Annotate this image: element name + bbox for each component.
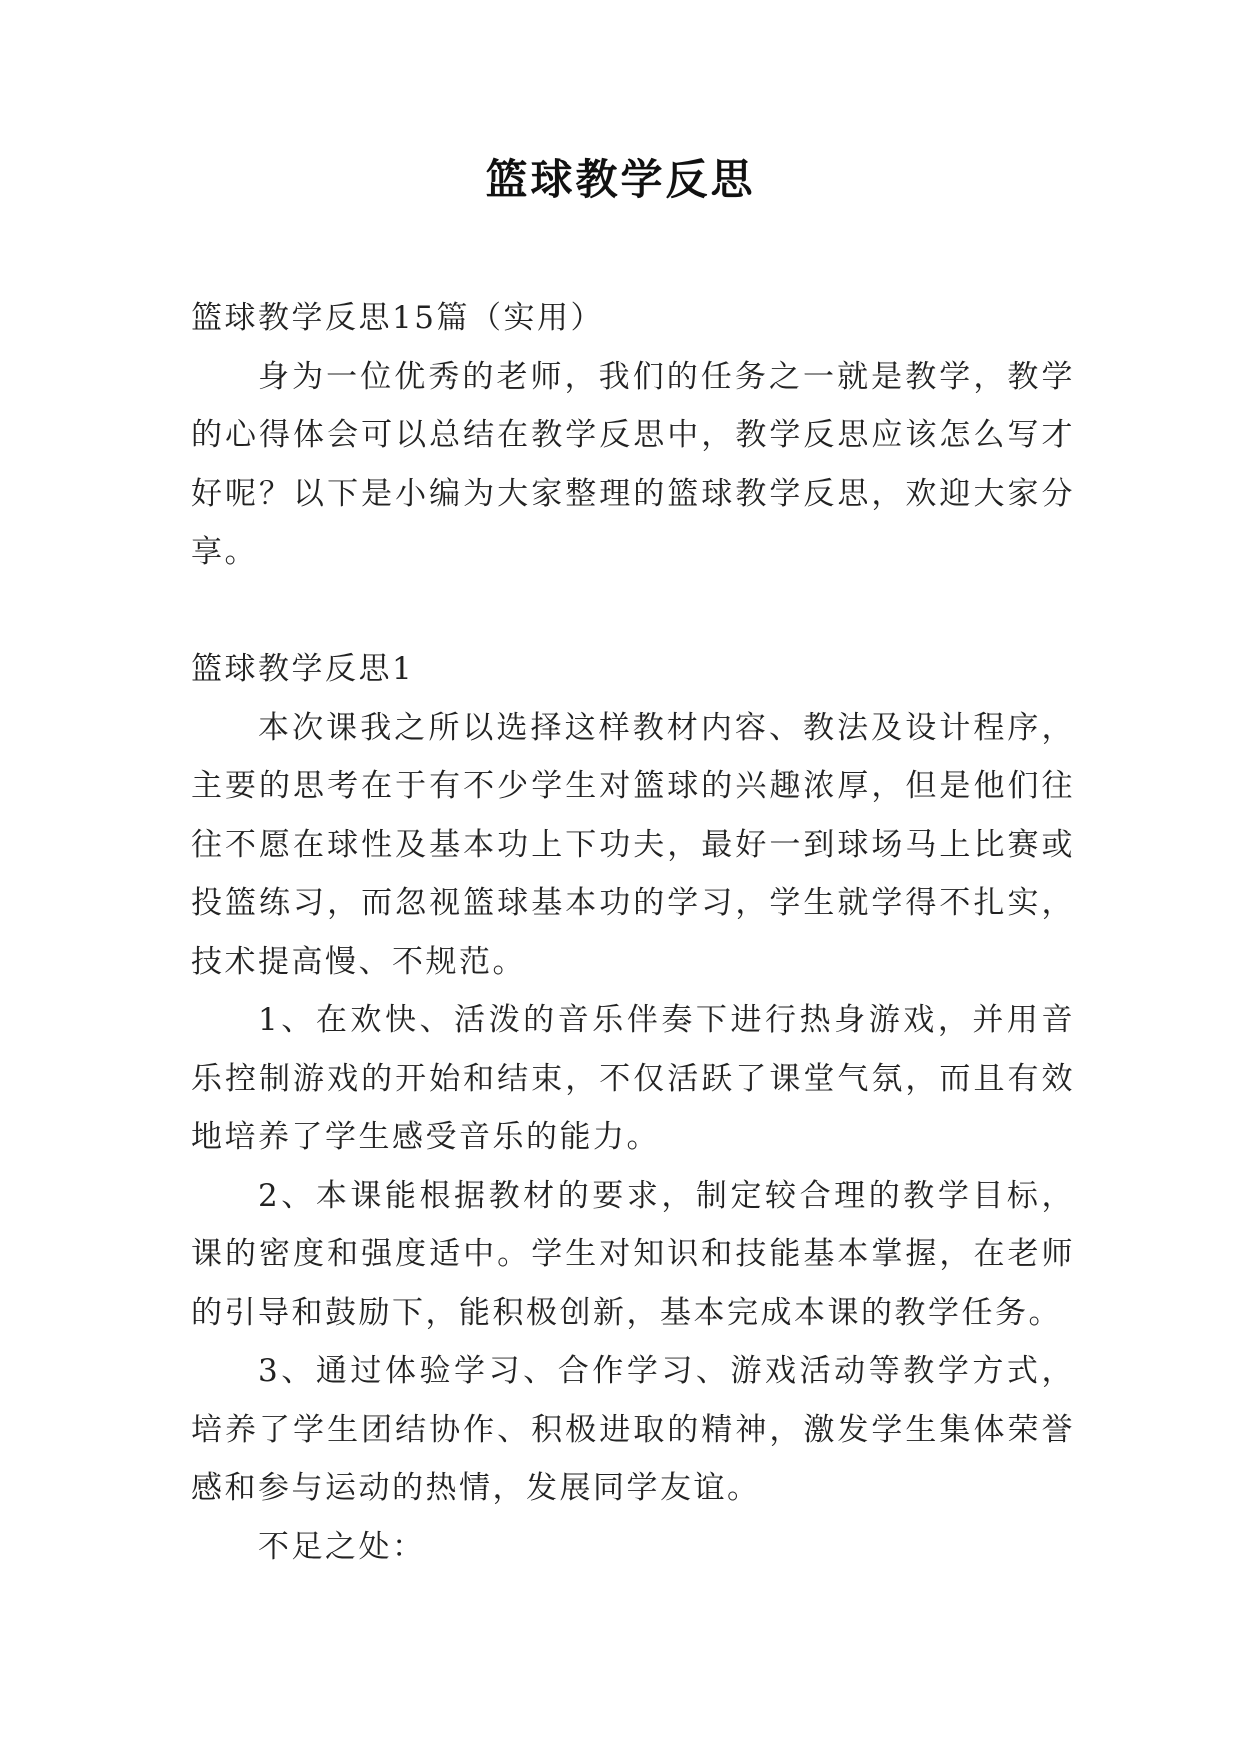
paragraph bbox=[191, 348, 1075, 582]
paragraph bbox=[191, 1167, 1075, 1343]
paragraph-line: 地培养了学生感受音乐的能力。 bbox=[191, 1119, 660, 1155]
paragraph-line: 主要的思考在于有不少学生对篮球的兴趣浓厚，但是他们往 bbox=[191, 768, 1075, 804]
paragraph-line: 的心得体会可以总结在教学反思中，教学反思应该怎么写才 bbox=[191, 417, 1075, 453]
paragraph-line: 好呢？以下是小编为大家整理的篮球教学反思，欢迎大家分 bbox=[191, 475, 1075, 512]
paragraph-line: 享。 bbox=[191, 534, 258, 570]
document-title: 篮球教学反思 bbox=[485, 155, 756, 204]
paragraph bbox=[191, 699, 1075, 992]
document-body bbox=[191, 289, 1075, 1576]
blank-line bbox=[191, 582, 1075, 641]
article-section bbox=[191, 640, 1075, 1576]
paragraph-line: 乐控制游戏的开始和结束，不仅活跃了课堂气氛，而且有效 bbox=[191, 1060, 1075, 1097]
paragraph bbox=[191, 1342, 1075, 1518]
paragraph-line: 不足之处： bbox=[258, 1528, 426, 1565]
paragraph-line: 感和参与运动的热情，发展同学友谊。 bbox=[191, 1470, 761, 1506]
paragraph-line: 2、本课能根据教材的要求，制定较合理的教学目标， bbox=[258, 1177, 1075, 1214]
paragraph-line: 往不愿在球性及基本功上下功夫，最好一到球场马上比赛或 bbox=[191, 826, 1075, 863]
section-heading: 篮球教学反思15篇（实用） bbox=[191, 300, 604, 336]
paragraph-line: 身为一位优秀的老师，我们的任务之一就是教学，教学 bbox=[258, 358, 1075, 395]
paragraph-line: 1、在欢快、活泼的音乐伴奏下进行热身游戏，并用音 bbox=[258, 1002, 1075, 1038]
paragraph-line: 3、通过体验学习、合作学习、游戏活动等教学方式， bbox=[258, 1353, 1075, 1389]
section-heading: 篮球教学反思1 bbox=[191, 651, 415, 687]
paragraph-line: 课的密度和强度适中。学生对知识和技能基本掌握，在老师 bbox=[191, 1236, 1075, 1272]
paragraph-line: 本次课我之所以选择这样教材内容、教法及设计程序， bbox=[258, 709, 1075, 746]
paragraph bbox=[191, 1518, 1075, 1577]
intro-section bbox=[191, 289, 1075, 582]
paragraph-line: 投篮练习，而忽视篮球基本功的学习，学生就学得不扎实， bbox=[191, 885, 1075, 921]
paragraph bbox=[191, 991, 1075, 1167]
paragraph-line: 的引导和鼓励下，能积极创新，基本完成本课的教学任务。 bbox=[191, 1294, 1062, 1331]
paragraph-line: 技术提高慢、不规范。 bbox=[191, 943, 526, 980]
paragraph-line: 培养了学生团结协作、积极进取的精神，激发学生集体荣誉 bbox=[191, 1411, 1075, 1448]
